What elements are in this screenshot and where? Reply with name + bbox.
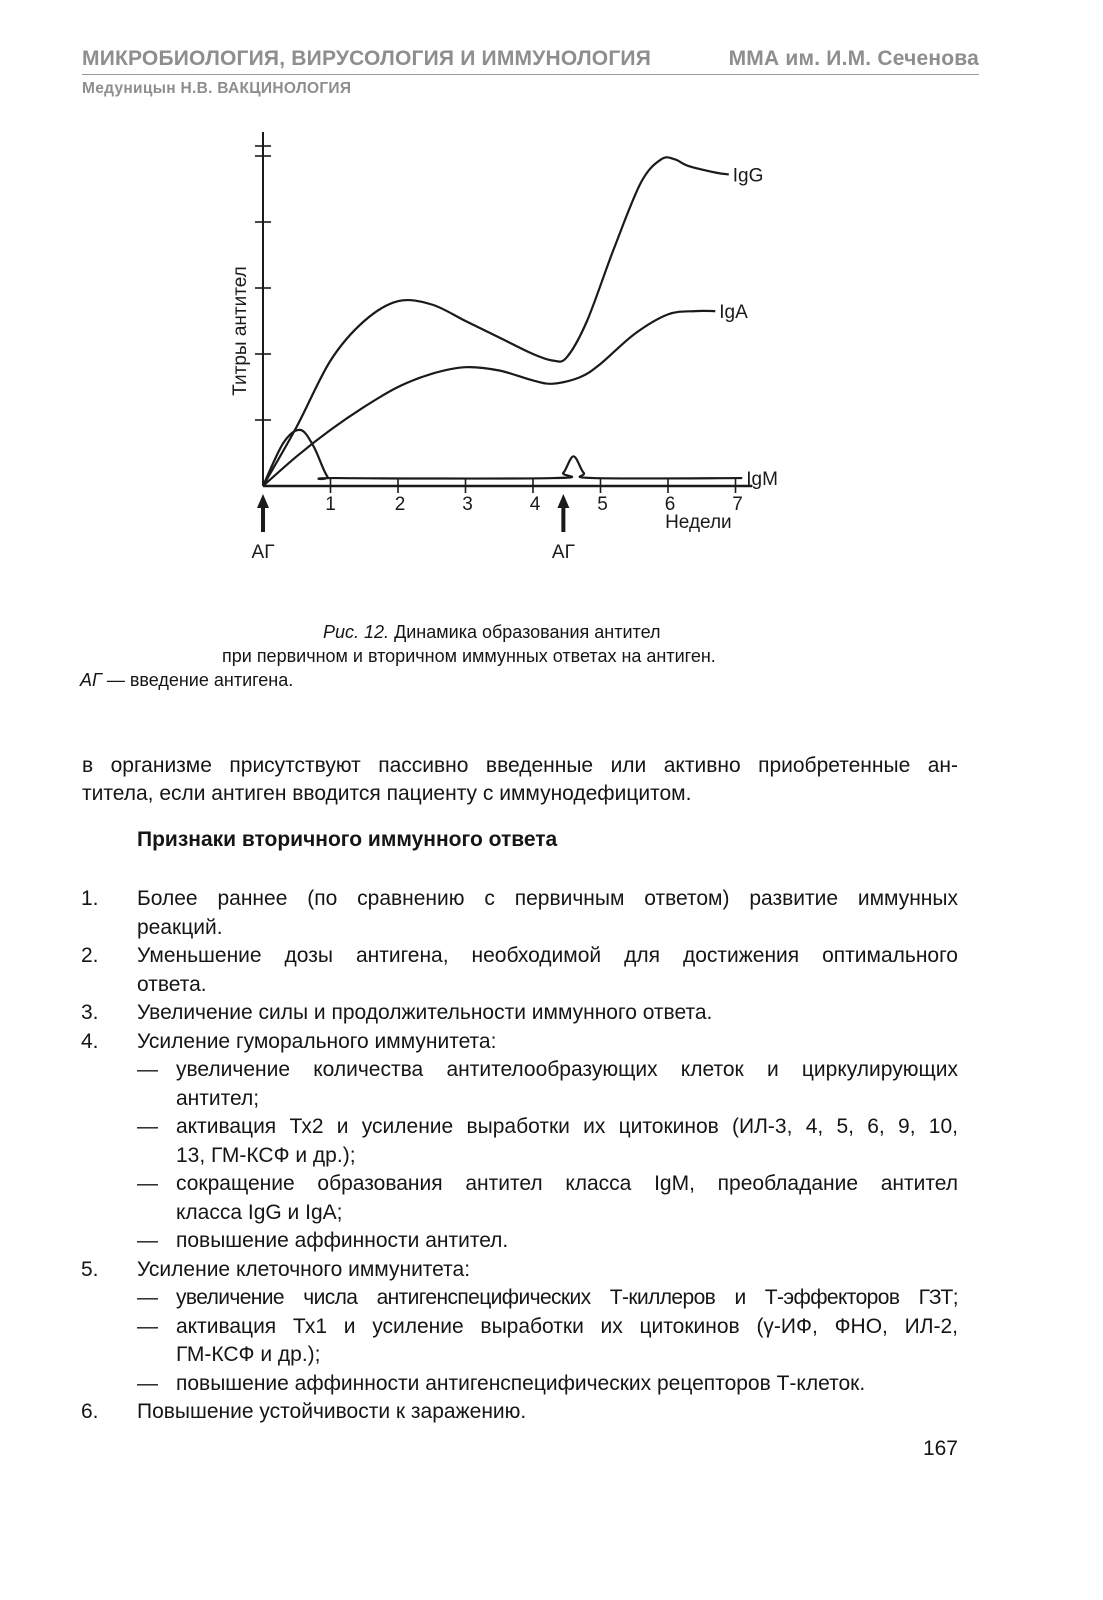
- caption-fig-ref: Рис. 12.: [323, 622, 390, 642]
- series-line-igg: [263, 157, 729, 486]
- arrow-label: АГ: [251, 542, 275, 563]
- caption-line-1: [323, 620, 661, 644]
- signs-list: [0, 885, 1103, 1427]
- body-paragraph: [82, 752, 958, 808]
- list-number: 5.: [81, 1257, 99, 1281]
- page-number: 167: [922, 1437, 958, 1460]
- caption-title: Динамика образования антител: [394, 622, 661, 642]
- x-tick-label: 4: [529, 494, 541, 515]
- series-label: IgA: [719, 302, 748, 324]
- paragraph-line-2: титела, если антиген вводится пациенту с иммунодефицитом.: [82, 782, 692, 805]
- dash: —: [137, 1172, 158, 1195]
- list-item: [0, 885, 1103, 914]
- header-book-title: МИКРОБИОЛОГИЯ, ВИРУСОЛОГИЯ И ИММУНОЛОГИЯ: [82, 47, 652, 70]
- running-header: [82, 46, 979, 75]
- sub-item: [0, 1170, 1103, 1199]
- list-item: [0, 942, 1103, 971]
- sub-text: 13, ГМ-КСФ и др.);: [176, 1143, 356, 1167]
- series-label: IgG: [732, 165, 764, 187]
- arrow-label: АГ: [551, 542, 575, 563]
- dash: —: [137, 1058, 158, 1081]
- dash: —: [137, 1286, 158, 1309]
- sub-item: [0, 1113, 1103, 1142]
- sub-text: класса IgG и IgA;: [176, 1200, 343, 1224]
- section-heading: Признаки вторичного иммунного ответа: [137, 828, 558, 851]
- sub-item: [0, 1056, 1103, 1085]
- list-number: 2.: [81, 944, 99, 967]
- sub-item: [0, 1227, 1103, 1256]
- list-text: Уменьшение дозы антигена, необходимой для достижения оптимального: [137, 944, 958, 967]
- series-line-iga: [263, 311, 715, 486]
- x-tick-label: 7: [732, 494, 743, 515]
- caption-ag-text: — введение антигена.: [106, 670, 294, 690]
- x-tick-label: 1: [325, 494, 336, 515]
- list-item-cont: [0, 914, 1103, 943]
- sub-item-cont: [0, 1142, 1103, 1171]
- chart-series: [263, 157, 742, 486]
- list-text: реакций.: [137, 915, 223, 939]
- list-item: [0, 1398, 1103, 1427]
- sub-item-cont: [0, 1199, 1103, 1228]
- sub-item-cont: [0, 1341, 1103, 1370]
- dash: —: [137, 1314, 158, 1338]
- sub-text: сокращение образования антител класса IgM, преобладание антител: [176, 1172, 958, 1195]
- list-item-cont: [0, 971, 1103, 1000]
- dash: —: [137, 1115, 158, 1138]
- sub-text: активация Тх2 и усиление выработки их цитокинов (ИЛ-3, 4, 5, 6, 9, 10,: [176, 1115, 958, 1138]
- list-text: Усиление гуморального иммунитета:: [137, 1029, 497, 1053]
- arrow-head: [557, 494, 569, 508]
- x-tick-label: 5: [597, 494, 608, 515]
- list-text: Повышение устойчивости к заражению.: [137, 1400, 527, 1423]
- sub-text: активация Тх1 и усиление выработки их цитокинов (γ-ИФ, ФНО, ИЛ-2,: [176, 1314, 958, 1338]
- list-item: [0, 1256, 1103, 1285]
- series-line-igm: [263, 430, 742, 486]
- list-item: [0, 1028, 1103, 1057]
- arrow-head: [257, 494, 269, 508]
- sub-item: [0, 1370, 1103, 1399]
- dash: —: [137, 1229, 158, 1252]
- list-text: Усиление клеточного иммунитета:: [137, 1257, 471, 1281]
- list-number: 3.: [81, 1001, 99, 1024]
- caption-ag-abbr: АГ: [80, 670, 102, 690]
- list-item: [0, 999, 1103, 1028]
- paragraph-line-1: в организме присутствуют пассивно введенные или активно приобретенные ан-: [82, 754, 958, 777]
- dash: —: [137, 1371, 158, 1395]
- list-text: Увеличение силы и продолжительности иммунного ответа.: [137, 1001, 713, 1024]
- x-axis-label: Недели: [665, 512, 732, 533]
- list-number: 1.: [81, 887, 99, 910]
- caption-line-3: [80, 668, 293, 692]
- list-text: ответа.: [137, 972, 207, 996]
- caption-line-2: при первичном и вторичном иммунных ответах на антиген.: [222, 646, 716, 666]
- sub-text: повышение аффинности антигенспецифических рецепторов Т-клеток.: [176, 1371, 866, 1395]
- sub-text: увеличение количества антителообразующих клеток и циркулирующих: [176, 1058, 958, 1081]
- sub-item-cont: [0, 1085, 1103, 1114]
- sub-text: антител;: [176, 1086, 260, 1110]
- chart-labels: [230, 165, 778, 563]
- sub-text: повышение аффинности антител.: [176, 1229, 509, 1252]
- series-label: IgM: [746, 469, 778, 491]
- sub-text: ГМ-КСФ и др.);: [176, 1343, 321, 1366]
- sub-text: увеличение числа антигенспецифических Т-киллеров и Т-эффекторов ГЗТ;: [176, 1286, 958, 1309]
- header-institution: ММА им. И.М. Сеченова: [728, 47, 979, 70]
- list-text: Более раннее (по сравнению с первичным ответом) развитие иммунных: [137, 887, 958, 910]
- header-author: Медуницын Н.В. ВАКЦИНОЛОГИЯ: [82, 80, 352, 97]
- x-tick-label: 3: [462, 494, 473, 515]
- sub-item: [0, 1284, 1103, 1313]
- sub-item: [0, 1313, 1103, 1342]
- list-number: 6.: [81, 1400, 99, 1423]
- antibody-dynamics-chart: [215, 120, 795, 580]
- x-tick-label: 2: [394, 494, 406, 515]
- y-axis-label: Титры антител: [230, 266, 251, 396]
- list-number: 4.: [81, 1029, 99, 1053]
- x-tick-label: 6: [664, 494, 676, 515]
